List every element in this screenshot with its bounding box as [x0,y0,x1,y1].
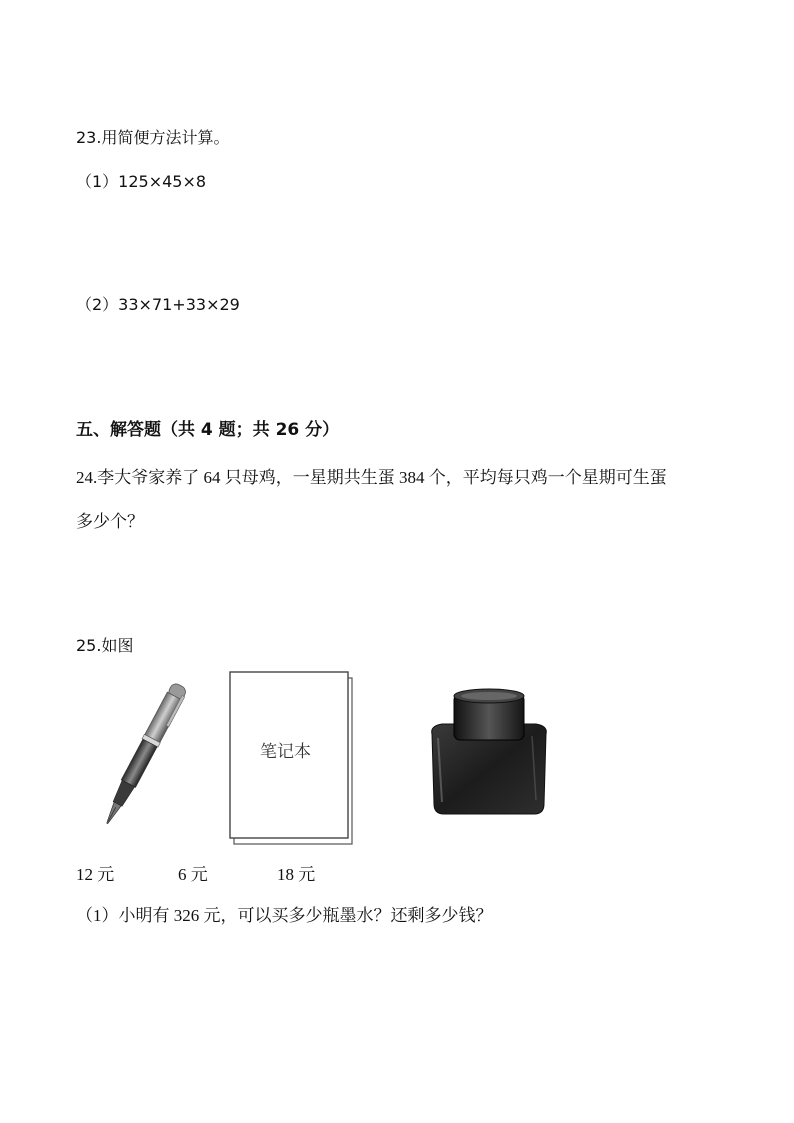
section-heading: 五、解答题（共 4 题；共 26 分） [76,420,340,440]
notebook-label: 笔记本 [260,742,311,762]
price-ink: 18 元 [277,865,316,884]
pen-image [92,672,192,844]
q25-part1: （1）小明有 326 元，可以买多少瓶墨水？还剩多少钱？ [76,906,493,925]
q23-part2: （2）33×71+33×29 [76,295,240,314]
price-notebook: 6 元 [178,865,208,884]
q24-line2: 多少个？ [76,512,144,531]
q25-title: 25.如图 [76,636,134,655]
q23-title: 23.用简便方法计算。 [76,128,230,147]
q24-line1: 24.李大爷家养了 64 只母鸡，一星期共生蛋 384 个，平均每只鸡一个星期可生蛋 [76,468,667,487]
price-pen: 12 元 [76,865,115,884]
ink-bottle-image [424,686,554,816]
q23-part1: （1）125×45×8 [76,172,207,191]
